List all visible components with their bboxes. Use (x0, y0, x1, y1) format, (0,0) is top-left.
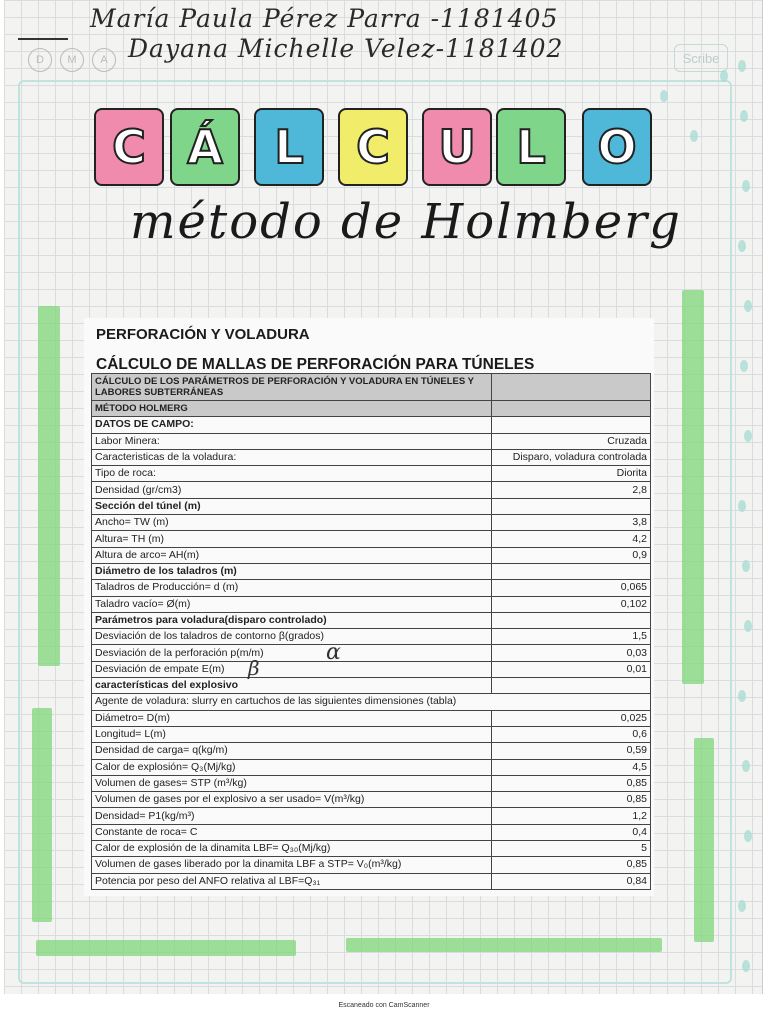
table-row (92, 374, 651, 401)
author-line-2: Dayana Michelle Velez-1181402 (128, 34, 564, 63)
decorative-leaf (742, 960, 750, 972)
decorative-leaf (720, 70, 728, 82)
decorative-leaf (738, 900, 746, 912)
table-row (92, 694, 651, 710)
parameter-label: Diámetro= D(m) (92, 710, 492, 726)
title-letter-tile: O (582, 108, 652, 186)
parameter-value: 0,03 (492, 645, 651, 661)
parameter-label: Longitud= L(m) (92, 726, 492, 742)
parameter-value: 0,065 (492, 580, 651, 596)
decorative-leaf (744, 430, 752, 442)
title-letter-tile: L (496, 108, 566, 186)
parameter-label: CÁLCULO DE LOS PARÁMETROS DE PERFORACIÓN Y VOLADURA EN TÚNELES Y LABORES SUBTERRÁNEAS (92, 374, 492, 401)
parameter-label: Densidad (gr/cm3) (92, 482, 492, 498)
decorative-leaf (740, 360, 748, 372)
corner-mark: M (60, 48, 84, 72)
parameter-value: 1,5 (492, 629, 651, 645)
table-row (92, 629, 651, 645)
parameter-label: Volumen de gases liberado por la dinamita LBF a STP= V₀(m³/kg) (92, 857, 492, 873)
parameter-label: Potencia por peso del ANFO relativa al LBF=Q₃₁ (92, 873, 492, 889)
table-row (92, 824, 651, 840)
table-row (92, 678, 651, 694)
decorative-leaf (742, 760, 750, 772)
parameter-value (492, 401, 651, 417)
table-row (92, 515, 651, 531)
parameter-value: 0,9 (492, 547, 651, 563)
decorative-leaf (660, 90, 668, 102)
table-row (92, 857, 651, 873)
decorative-leaf (738, 60, 746, 72)
table-row (92, 563, 651, 579)
table-row (92, 873, 651, 889)
title-letters (94, 108, 654, 198)
decorative-leaf (740, 110, 748, 122)
parameter-value: 4,5 (492, 759, 651, 775)
table-row (92, 547, 651, 563)
parameter-value: 0,102 (492, 596, 651, 612)
table-row (92, 808, 651, 824)
table-row (92, 596, 651, 612)
parameter-label: Taladro vacío= Ø(m) (92, 596, 492, 612)
parameter-label: DATOS DE CAMPO: (92, 417, 492, 433)
decorative-leaf (744, 830, 752, 842)
parameter-label: Constante de roca= C (92, 824, 492, 840)
table-row (92, 580, 651, 596)
parameter-value: 2,8 (492, 482, 651, 498)
parameter-label: Altura= TH (m) (92, 531, 492, 547)
parameter-label: Parámetros para voladura(disparo controlado) (92, 612, 492, 628)
brand-logo: Scribe (674, 44, 728, 72)
table-row (92, 710, 651, 726)
parameter-label: Desviación de la perforación p(m/m) (92, 645, 492, 661)
decorative-leaf (742, 560, 750, 572)
parameter-value: 0,025 (492, 710, 651, 726)
parameter-label: Sección del túnel (m) (92, 498, 492, 514)
parameter-label: Tipo de roca: (92, 466, 492, 482)
table-row (92, 612, 651, 628)
table-row (92, 449, 651, 465)
table-row (92, 401, 651, 417)
parameter-label: Desviación de los taladros de contorno β(grados) (92, 629, 492, 645)
decorative-leaf (738, 690, 746, 702)
parameter-value: 0,84 (492, 873, 651, 889)
parameter-label: Calor de explosión= Q₃(Mj/kg) (92, 759, 492, 775)
page-subtitle: método de Holmberg (130, 194, 682, 250)
corner-mark: D (28, 48, 52, 72)
highlighter-stroke (346, 938, 662, 952)
parameter-label: Volumen de gases= STP (m³/kg) (92, 775, 492, 791)
parameter-value: 0,4 (492, 824, 651, 840)
parameter-value: 0,85 (492, 792, 651, 808)
table-row (92, 759, 651, 775)
parameter-label: Calor de explosión de la dinamita LBF= Q₃₀(Mj/kg) (92, 841, 492, 857)
table-row (92, 645, 651, 661)
parameter-label: Volumen de gases por el explosivo a ser usado= V(m³/kg) (92, 792, 492, 808)
parameter-value: 3,8 (492, 515, 651, 531)
parameter-value: Disparo, voladura controlada (492, 449, 651, 465)
parameters-table (91, 373, 651, 890)
table-row (92, 775, 651, 791)
decorative-leaf (738, 240, 746, 252)
title-letter-tile: U (422, 108, 492, 186)
table-row (92, 417, 651, 433)
parameter-label: MÉTODO HOLMERG (92, 401, 492, 417)
parameter-label: Densidad= P1(kg/m³) (92, 808, 492, 824)
decorative-leaf (738, 500, 746, 512)
parameter-label: características del explosivo (92, 678, 492, 694)
parameter-label: Altura de arco= AH(m) (92, 547, 492, 563)
parameter-label: Caracteristicas de la voladura: (92, 449, 492, 465)
parameter-value: 1,2 (492, 808, 651, 824)
table-row (92, 841, 651, 857)
parameter-value: 5 (492, 841, 651, 857)
parameter-value: Diorita (492, 466, 651, 482)
title-letter-tile: L (254, 108, 324, 186)
table-row (92, 661, 651, 677)
table-row (92, 433, 651, 449)
decorative-leaf (744, 620, 752, 632)
decorative-leaf (742, 180, 750, 192)
parameter-label: Ancho= TW (m) (92, 515, 492, 531)
title-letter-tile: Á (170, 108, 240, 186)
parameter-value: 4,2 (492, 531, 651, 547)
parameter-value (492, 563, 651, 579)
table-row (92, 482, 651, 498)
parameter-label: Taladros de Producción= d (m) (92, 580, 492, 596)
parameter-label: Densidad de carga= q(kg/m) (92, 743, 492, 759)
highlighter-stroke (32, 708, 52, 922)
highlighter-stroke (682, 290, 704, 684)
table-row (92, 743, 651, 759)
highlighter-stroke (694, 738, 714, 942)
document-subheading: CÁLCULO DE MALLAS DE PERFORACIÓN PARA TÚNELES (96, 356, 535, 373)
parameter-value (492, 417, 651, 433)
handwritten-alpha: α (326, 640, 341, 665)
parameter-label: Diámetro de los taladros (m) (92, 563, 492, 579)
decorative-leaf (744, 300, 752, 312)
parameter-value (492, 612, 651, 628)
document-heading: PERFORACIÓN Y VOLADURA (96, 326, 310, 343)
parameter-value: Cruzada (492, 433, 651, 449)
handwritten-beta: β (248, 656, 260, 680)
parameter-value: 0,59 (492, 743, 651, 759)
parameter-label: Desviación de empate E(m) (92, 661, 492, 677)
parameter-value: 0,85 (492, 857, 651, 873)
parameter-value (492, 678, 651, 694)
scanner-credit: Escaneado con CamScanner (338, 1002, 430, 1009)
table-row (92, 726, 651, 742)
parameter-value: 0,85 (492, 775, 651, 791)
parameter-value (492, 374, 651, 401)
highlighter-stroke (38, 306, 60, 666)
corner-mark: A (92, 48, 116, 72)
table-row (92, 498, 651, 514)
parameter-label: Agente de voladura: slurry en cartuchos de las siguientes dimensiones (tabla) (92, 694, 651, 710)
parameter-value: 0,6 (492, 726, 651, 742)
margin-dash (18, 38, 68, 40)
corner-marks (28, 48, 116, 72)
table-row (92, 466, 651, 482)
highlighter-stroke (36, 940, 296, 956)
title-letter-tile: C (338, 108, 408, 186)
decorative-leaf (690, 130, 698, 142)
table-row (92, 792, 651, 808)
parameter-value (492, 498, 651, 514)
parameter-value: 0,01 (492, 661, 651, 677)
author-line-1: María Paula Pérez Parra -1181405 (90, 4, 559, 33)
table-row (92, 531, 651, 547)
parameter-label: Labor Minera: (92, 433, 492, 449)
title-letter-tile: C (94, 108, 164, 186)
